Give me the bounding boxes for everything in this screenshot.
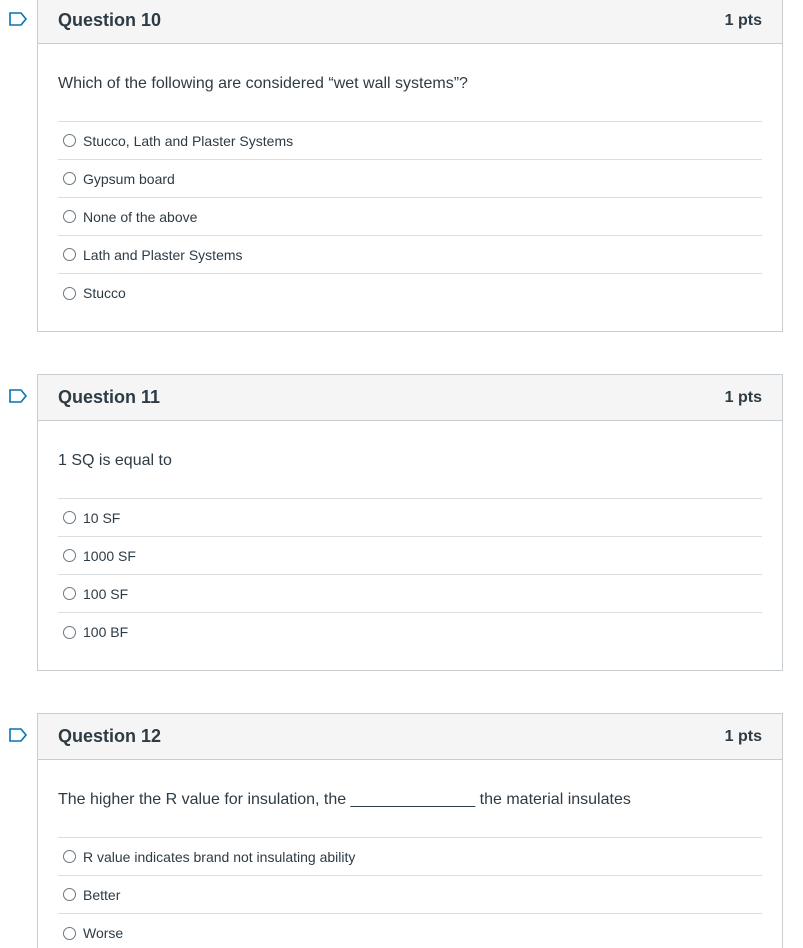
answer-list [58,498,762,651]
radio-button[interactable] [63,287,76,300]
question-points: 1 pts [724,388,762,406]
answer-list [58,837,762,948]
answer-option[interactable] [58,537,762,575]
radio-button[interactable] [63,888,76,901]
radio-button[interactable] [63,210,76,223]
fill-in-blank: ______________ [350,791,476,808]
answer-option[interactable] [58,876,762,914]
answer-option[interactable] [58,198,762,236]
answer-option[interactable] [58,274,762,312]
radio-button[interactable] [63,927,76,940]
question-text [58,760,762,837]
answer-label: 10 SF [83,509,121,526]
flag-question-icon[interactable] [9,389,28,403]
answer-option[interactable] [58,160,762,198]
answer-label: Better [83,886,121,903]
answer-label: 100 BF [83,624,129,640]
question-text: 1 SQ is equal to [58,452,172,469]
question-header [38,375,782,421]
answer-option[interactable] [58,613,762,651]
radio-button[interactable] [63,134,76,147]
question-text: Which of the following are considered “wet wall systems”? [58,75,468,92]
answer-label: R value indicates brand not insulating ability [83,848,356,865]
question-header [38,0,782,44]
answer-option[interactable] [58,575,762,613]
flag-question-icon[interactable] [9,12,28,26]
answer-label: 1000 SF [83,547,136,564]
radio-button[interactable] [63,248,76,261]
answer-label: None of the above [83,208,198,225]
answer-label: Stucco [83,285,126,301]
question-points: 1 pts [724,727,762,745]
radio-button[interactable] [63,626,76,639]
answer-option[interactable] [58,122,762,160]
answer-label: 100 SF [83,585,129,602]
question-header [38,714,782,760]
radio-button[interactable] [63,850,76,863]
question-text-after: the material insulates [479,791,631,808]
radio-button[interactable] [63,511,76,524]
radio-button[interactable] [63,172,76,185]
flag-question-icon[interactable] [9,728,28,742]
question-title: Question 10 [58,10,162,30]
radio-button[interactable] [63,587,76,600]
question-12 [37,713,783,948]
question-title: Question 12 [58,726,162,746]
answer-label: Gypsum board [83,170,175,187]
question-points: 1 pts [724,11,762,29]
answer-list [58,121,762,312]
answer-label: Lath and Plaster Systems [83,246,243,263]
question-10 [37,0,783,332]
answer-label: Stucco, Lath and Plaster Systems [83,132,294,149]
answer-label: Worse [83,925,124,941]
answer-option[interactable] [58,499,762,537]
answer-option[interactable] [58,236,762,274]
question-11 [37,374,783,671]
question-text-before: The higher the R value for insulation, the [58,791,347,808]
radio-button[interactable] [63,549,76,562]
answer-option[interactable] [58,914,762,948]
question-title: Question 11 [58,387,161,407]
answer-option[interactable] [58,838,762,876]
